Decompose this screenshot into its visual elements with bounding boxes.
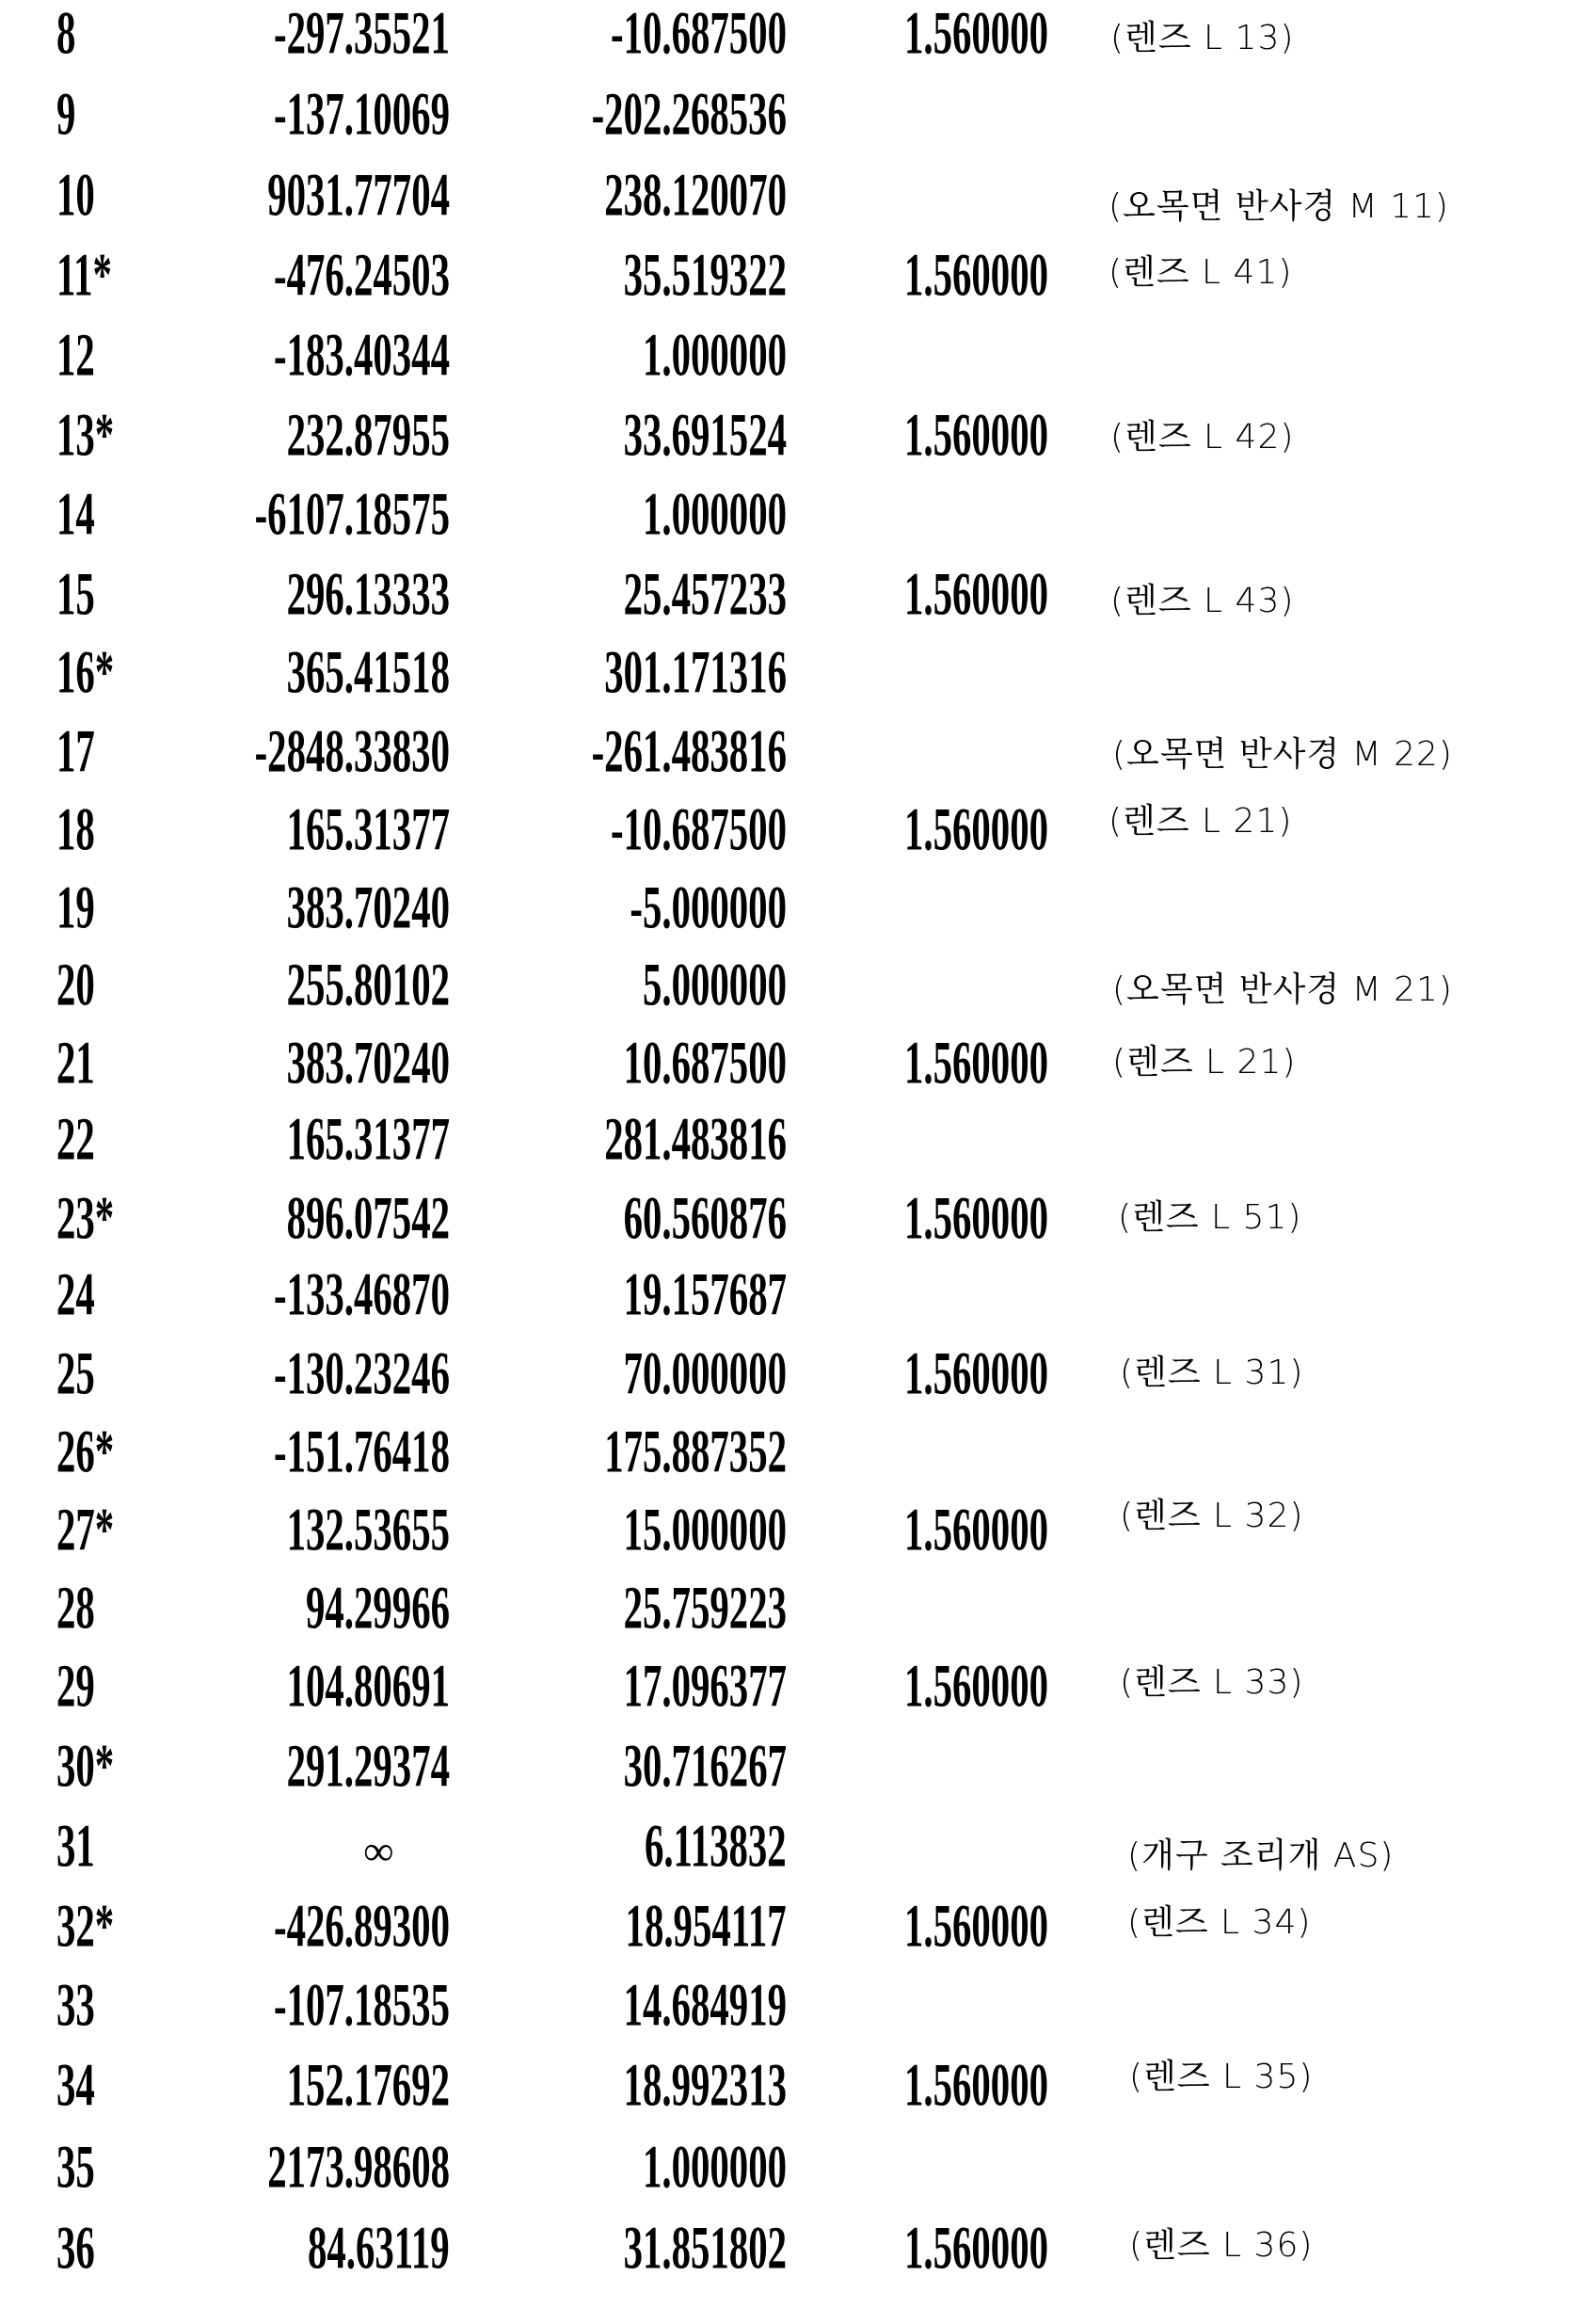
radius-of-curvature — [191, 1423, 450, 1480]
refractive-index-text: 1.560000 — [904, 1656, 1048, 1717]
surface-distance-text: -10.687500 — [611, 799, 787, 860]
radius-of-curvature-text: 94.29966 — [306, 1578, 450, 1639]
refractive-index — [837, 1345, 1048, 1402]
surface-distance-text: 70.000000 — [624, 1343, 787, 1404]
surface-distance-text: 25.457233 — [624, 564, 787, 625]
surface-number-text: 18 — [56, 799, 95, 860]
surface-distance-text: 35.519322 — [624, 245, 787, 306]
table-row — [0, 1034, 1595, 1091]
surface-distance-text: 19.157687 — [624, 1264, 787, 1325]
table-row — [0, 327, 1595, 383]
surface-distance — [528, 5, 787, 61]
surface-distance-text: 301.171316 — [604, 642, 787, 703]
surface-number — [56, 1111, 113, 1167]
surface-distance — [575, 486, 787, 542]
surface-number — [56, 2220, 113, 2276]
surface-distance — [518, 167, 787, 223]
radius-of-curvature-text: 132.53655 — [287, 1499, 450, 1561]
surface-distance-text: 18.992313 — [624, 2055, 787, 2116]
radius-of-curvature — [182, 2139, 450, 2195]
radius-of-curvature-text: 9031.77704 — [267, 165, 450, 226]
refractive-index-text: 1.560000 — [904, 1499, 1048, 1561]
surface-number-text: 34 — [56, 2055, 95, 2116]
element-note: (렌즈 L 34) — [1127, 1904, 1311, 1942]
surface-distance-text: 1.000000 — [643, 2137, 787, 2198]
surface-distance — [500, 86, 787, 142]
radius-of-curvature-text: -130.23246 — [274, 1343, 450, 1404]
surface-distance — [547, 247, 787, 303]
refractive-index-text: 1.560000 — [904, 2218, 1048, 2279]
radius-of-curvature-text: -426.89300 — [274, 1896, 450, 1957]
refractive-index — [837, 1501, 1048, 1558]
element-note: (렌즈 L 33) — [1120, 1664, 1303, 1702]
surface-number — [56, 1345, 113, 1402]
surface-number-text: 13* — [56, 405, 114, 466]
refractive-index-text: 1.560000 — [904, 564, 1048, 625]
surface-distance-text: 281.483816 — [604, 1109, 787, 1170]
surface-distance-text: 175.887352 — [604, 1421, 787, 1483]
table-row — [0, 1423, 1595, 1480]
surface-number — [56, 327, 113, 383]
radius-of-curvature — [210, 1111, 450, 1167]
surface-distance-text: 10.687500 — [624, 1033, 787, 1094]
refractive-index-text: 1.560000 — [904, 1343, 1048, 1404]
radius-of-curvature-text: -476.24503 — [274, 245, 450, 306]
radius-of-curvature-text: -183.40344 — [274, 325, 450, 386]
surface-distance-text: 14.684919 — [624, 1975, 787, 2036]
surface-number — [56, 723, 113, 779]
refractive-index — [837, 2220, 1048, 2276]
surface-distance — [547, 1977, 787, 2033]
refractive-index — [837, 1658, 1048, 1714]
table-row — [0, 247, 1595, 303]
surface-distance-text: 33.691524 — [624, 405, 787, 466]
surface-number-text: 33 — [56, 1975, 95, 2036]
surface-number-text: 25 — [56, 1343, 95, 1404]
surface-number — [56, 1034, 113, 1091]
radius-of-curvature-text: 296.13333 — [287, 564, 450, 625]
surface-number-text: 15 — [56, 564, 95, 625]
surface-number — [56, 644, 141, 700]
table-row — [0, 1898, 1595, 1954]
table-row — [0, 1501, 1595, 1558]
radius-of-curvature — [191, 5, 450, 61]
surface-number-text: 20 — [56, 954, 95, 1016]
radius-of-curvature-text: 165.31377 — [287, 1109, 450, 1170]
refractive-index — [837, 566, 1048, 622]
surface-number — [56, 167, 113, 223]
refractive-index — [837, 801, 1048, 857]
radius-of-curvature — [210, 956, 450, 1013]
refractive-index-text: 1.560000 — [904, 405, 1048, 466]
table-row — [0, 1658, 1595, 1714]
surface-distance-text: 1.000000 — [643, 484, 787, 545]
refractive-index — [837, 407, 1048, 463]
radius-of-curvature-text: -6107.18575 — [255, 484, 450, 545]
radius-of-curvature — [191, 1266, 450, 1322]
surface-number — [56, 1898, 141, 1954]
surface-distance — [547, 1266, 787, 1322]
radius-of-curvature-text: -151.76418 — [274, 1421, 450, 1483]
surface-distance-text: 31.851802 — [624, 2218, 787, 2279]
surface-distance-text: 25.759223 — [624, 1578, 787, 1639]
refractive-index — [837, 2057, 1048, 2113]
table-row — [0, 1579, 1595, 1636]
surface-number-text: 27* — [56, 1499, 114, 1561]
surface-number-text: 12 — [56, 325, 95, 386]
table-row — [0, 86, 1595, 142]
surface-number-text: 35 — [56, 2137, 95, 2198]
table-row — [0, 486, 1595, 542]
surface-distance — [528, 801, 787, 857]
surface-distance — [547, 1579, 787, 1636]
surface-number-text: 21 — [56, 1033, 95, 1094]
radius-of-curvature — [191, 86, 450, 142]
table-row — [0, 1977, 1595, 2033]
surface-distance — [578, 1818, 787, 1874]
surface-number-text: 22 — [56, 1109, 95, 1170]
surface-distance — [556, 879, 787, 936]
radius-of-curvature — [191, 327, 450, 383]
surface-number — [56, 1190, 141, 1246]
refractive-index — [837, 1190, 1048, 1246]
surface-distance — [547, 2057, 787, 2113]
surface-number-text: 28 — [56, 1578, 95, 1639]
element-note: (렌즈 L 43) — [1110, 583, 1294, 620]
element-note: (개구 조리개 AS) — [1127, 1837, 1394, 1875]
surface-number-text: 16* — [56, 642, 114, 703]
table-row — [0, 644, 1595, 700]
element-note: (렌즈 L 36) — [1129, 2227, 1313, 2265]
radius-of-curvature — [210, 644, 450, 700]
surface-distance-text: 6.113832 — [645, 1816, 787, 1877]
surface-distance — [575, 2139, 787, 2195]
radius-of-curvature-text: ∞ — [364, 1823, 393, 1880]
surface-distance — [547, 1738, 787, 1794]
surface-number-text: 23* — [56, 1188, 114, 1249]
surface-number — [56, 1977, 113, 2033]
refractive-index — [837, 1034, 1048, 1091]
element-note: (렌즈 L 31) — [1120, 1354, 1303, 1392]
element-note: (렌즈 L 32) — [1120, 1498, 1303, 1535]
surface-distance-text: 30.716267 — [624, 1736, 787, 1797]
surface-number — [56, 956, 113, 1013]
surface-distance — [547, 566, 787, 622]
surface-number-text: 24 — [56, 1264, 95, 1325]
refractive-index-text: 1.560000 — [904, 799, 1048, 860]
surface-number-text: 8 — [56, 3, 75, 64]
surface-distance-text: 238.120070 — [604, 165, 787, 226]
surface-number — [56, 407, 141, 463]
refractive-index-text: 1.560000 — [904, 2055, 1048, 2116]
table-row — [0, 566, 1595, 622]
surface-distance — [547, 1034, 787, 1091]
radius-of-curvature-text: 104.80691 — [287, 1656, 450, 1717]
element-note: (렌즈 L 21) — [1109, 803, 1292, 841]
refractive-index-text: 1.560000 — [904, 1896, 1048, 1957]
radius-of-curvature-text: 255.80102 — [287, 954, 450, 1016]
table-row — [0, 2139, 1595, 2195]
element-note: (렌즈 L 21) — [1112, 1044, 1296, 1082]
surface-distance — [575, 956, 787, 1013]
radius-of-curvature-text: 84.63119 — [308, 2218, 450, 2279]
surface-distance — [575, 327, 787, 383]
radius-of-curvature-text: -107.18535 — [274, 1975, 450, 2036]
radius-of-curvature-text: 2173.98608 — [267, 2137, 450, 2198]
table-row — [0, 879, 1595, 936]
radius-of-curvature-text: 165.31377 — [287, 799, 450, 860]
table-row — [0, 2057, 1595, 2113]
surface-distance-text: 17.096377 — [624, 1656, 787, 1717]
surface-number — [56, 1266, 113, 1322]
refractive-index-text: 1.560000 — [904, 245, 1048, 306]
surface-distance-text: 1.000000 — [643, 325, 787, 386]
radius-of-curvature — [210, 801, 450, 857]
surface-number — [56, 879, 113, 936]
surface-number — [56, 2057, 113, 2113]
surface-distance-text: -261.483816 — [592, 721, 787, 782]
radius-of-curvature-text: 232.87955 — [287, 405, 450, 466]
radius-of-curvature-text: -297.35521 — [274, 3, 450, 64]
surface-distance-text: 5.000000 — [643, 954, 787, 1016]
surface-distance-text: -10.687500 — [611, 3, 787, 64]
table-row — [0, 1266, 1595, 1322]
surface-distance — [550, 1898, 787, 1954]
surface-number — [56, 1658, 113, 1714]
refractive-index-text: 1.560000 — [904, 1188, 1048, 1249]
refractive-index-text: 1.560000 — [904, 3, 1048, 64]
surface-number — [56, 1818, 113, 1874]
table-row — [0, 1345, 1595, 1402]
surface-distance — [547, 1345, 787, 1402]
surface-number-text: 9 — [56, 84, 75, 145]
radius-of-curvature — [238, 1579, 450, 1636]
surface-number — [56, 5, 85, 61]
radius-of-curvature — [210, 1190, 450, 1246]
radius-of-curvature — [364, 1818, 450, 1874]
table-row — [0, 407, 1595, 463]
table-row — [0, 1111, 1595, 1167]
surface-number-text: 30* — [56, 1736, 114, 1797]
table-row — [0, 1738, 1595, 1794]
surface-number-text: 14 — [56, 484, 95, 545]
surface-number-text: 19 — [56, 877, 95, 938]
element-note: (렌즈 L 35) — [1129, 2059, 1313, 2096]
radius-of-curvature-text: 896.07542 — [287, 1188, 450, 1249]
surface-number-text: 17 — [56, 721, 95, 782]
radius-of-curvature — [210, 1034, 450, 1091]
radius-of-curvature — [210, 407, 450, 463]
surface-number — [56, 1579, 113, 1636]
surface-distance — [547, 1658, 787, 1714]
radius-of-curvature — [191, 1345, 450, 1402]
surface-distance-text: -5.000000 — [630, 877, 787, 938]
surface-distance — [518, 1423, 787, 1480]
radius-of-curvature — [210, 566, 450, 622]
surface-number — [56, 801, 113, 857]
refractive-index — [837, 1898, 1048, 1954]
surface-number-text: 31 — [56, 1816, 95, 1877]
element-note: (오목면 반사경 M 11) — [1109, 188, 1449, 226]
radius-of-curvature — [182, 167, 450, 223]
radius-of-curvature-text: -137.10069 — [274, 84, 450, 145]
surface-number-text: 11* — [56, 245, 112, 306]
surface-distance — [547, 1501, 787, 1558]
surface-distance — [547, 407, 787, 463]
surface-number-text: 32* — [56, 1896, 114, 1957]
table-row — [0, 2220, 1595, 2276]
surface-number-text: 36 — [56, 2218, 95, 2279]
element-note: (오목면 반사경 M 22) — [1112, 736, 1453, 774]
surface-number — [56, 1423, 141, 1480]
radius-of-curvature — [241, 2220, 450, 2276]
radius-of-curvature-text: -133.46870 — [274, 1264, 450, 1325]
element-note: (렌즈 L 51) — [1118, 1199, 1301, 1237]
radius-of-curvature-text: 383.70240 — [287, 1033, 450, 1094]
radius-of-curvature — [191, 1977, 450, 2033]
surface-distance — [500, 723, 787, 779]
surface-number — [56, 1738, 141, 1794]
radius-of-curvature-text: 152.17692 — [287, 2055, 450, 2116]
element-note: (렌즈 L 41) — [1109, 254, 1292, 292]
radius-of-curvature — [163, 486, 450, 542]
radius-of-curvature — [210, 879, 450, 936]
refractive-index-text: 1.560000 — [904, 1033, 1048, 1094]
radius-of-curvature — [191, 247, 450, 303]
radius-of-curvature-text: 365.41518 — [287, 642, 450, 703]
surface-number-text: 10 — [56, 165, 95, 226]
surface-distance-text: 15.000000 — [624, 1499, 787, 1561]
radius-of-curvature — [210, 1658, 450, 1714]
surface-distance — [547, 2220, 787, 2276]
surface-number — [56, 86, 85, 142]
surface-number — [56, 247, 138, 303]
surface-number — [56, 2139, 113, 2195]
surface-distance — [518, 644, 787, 700]
surface-distance-text: 60.560876 — [624, 1188, 787, 1249]
element-note: (렌즈 L 42) — [1110, 419, 1294, 457]
surface-number-text: 29 — [56, 1656, 95, 1717]
surface-distance-text: 18.954117 — [626, 1896, 787, 1957]
surface-number-text: 26* — [56, 1421, 114, 1483]
element-note: (렌즈 L 13) — [1110, 20, 1294, 57]
radius-of-curvature — [210, 1738, 450, 1794]
radius-of-curvature-text: 383.70240 — [287, 877, 450, 938]
surface-distance-text: -202.268536 — [592, 84, 787, 145]
surface-distance — [518, 1111, 787, 1167]
radius-of-curvature-text: -2848.33830 — [255, 721, 450, 782]
surface-number — [56, 1501, 141, 1558]
surface-number — [56, 486, 113, 542]
table-row — [0, 5, 1595, 61]
table-row — [0, 801, 1595, 857]
surface-number — [56, 566, 113, 622]
table-row — [0, 1190, 1595, 1246]
radius-of-curvature — [210, 1501, 450, 1558]
radius-of-curvature-text: 291.29374 — [287, 1736, 450, 1797]
radius-of-curvature — [163, 723, 450, 779]
refractive-index — [837, 5, 1048, 61]
radius-of-curvature — [191, 1898, 450, 1954]
surface-distance — [547, 1190, 787, 1246]
element-note: (오목면 반사경 M 21) — [1112, 971, 1453, 1009]
radius-of-curvature — [210, 2057, 450, 2113]
refractive-index — [837, 247, 1048, 303]
